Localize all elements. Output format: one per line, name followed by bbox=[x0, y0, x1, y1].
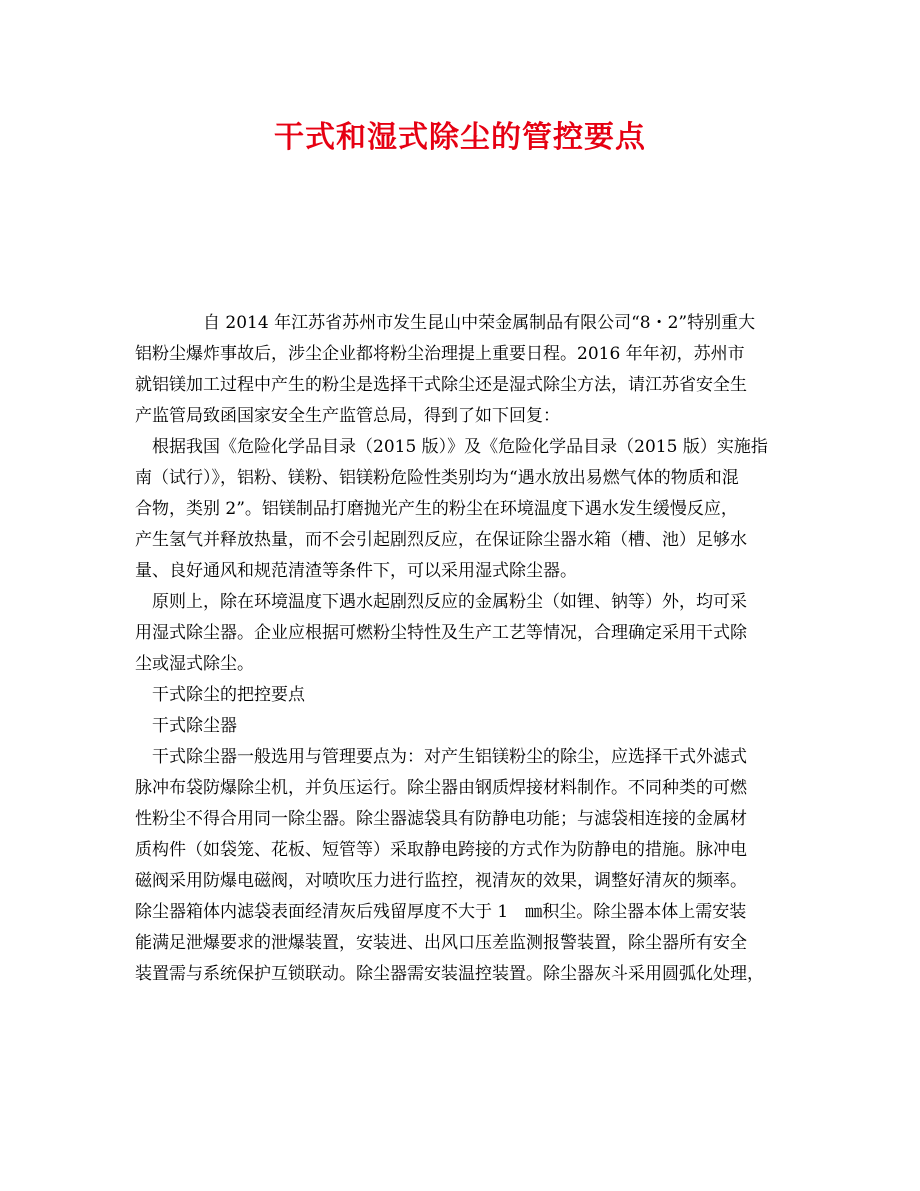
document-title: 干式和湿式除尘的管控要点 bbox=[274, 120, 646, 155]
paragraph-line: 原则上，除在环境温度下遇水起剧烈反应的金属粉尘（如锂、钠等）外，均可采 bbox=[152, 592, 747, 612]
paragraph-line: 装置需与系统保护互锁联动。除尘器需安装温控装置。除尘器灰斗采用圆弧化处理， bbox=[135, 964, 764, 984]
paragraph-line: 量、良好通风和规范清渣等条件下，可以采用湿式除尘器。 bbox=[135, 561, 577, 581]
paragraph-line: 干式除尘器一般选用与管理要点为：对产生铝镁粉尘的除尘，应选择干式外滤式 bbox=[152, 747, 747, 767]
paragraph-line: 除尘器箱体内滤袋表面经清灰后残留厚度不大于 1 ㎜积尘。除尘器本体上需安装 bbox=[135, 902, 747, 922]
paragraph-line: 产监管局致函国家安全生产监管总局，得到了如下回复： bbox=[135, 406, 560, 426]
document-body bbox=[135, 308, 795, 990]
paragraph-line: 就铝镁加工过程中产生的粉尘是选择干式除尘还是湿式除尘方法，请江苏省安全生 bbox=[135, 375, 747, 395]
paragraph-line: 脉冲布袋防爆除尘机，并负压运行。除尘器由钢质焊接材料制作。不同种类的可燃 bbox=[135, 778, 747, 798]
paragraph-line: 用湿式除尘器。企业应根据可燃粉尘特性及生产工艺等情况，合理确定采用干式除 bbox=[135, 623, 747, 643]
paragraph-line: 合物，类别 2”。铝镁制品打磨抛光产生的粉尘在环境温度下遇水发生缓慢反应， bbox=[135, 499, 738, 519]
subsection-heading: 干式除尘器 bbox=[152, 716, 237, 736]
paragraph-line: 铝粉尘爆炸事故后，涉尘企业都将粉尘治理提上重要日程。2016 年年初，苏州市 bbox=[135, 344, 745, 364]
paragraph-line: 尘或湿式除尘。 bbox=[135, 654, 254, 674]
paragraph-line: 南（试行）》，铝粉、镁粉、铝镁粉危险性类别均为“遇水放出易燃气体的物质和混 bbox=[135, 468, 739, 488]
paragraph-line: 质构件（如袋笼、花板、短管等）采取静电跨接的方式作为防静电的措施。脉冲电 bbox=[135, 840, 747, 860]
paragraph-line: 根据我国《危险化学品目录（2015 版）》及《危险化学品目录（2015 版）实施指 bbox=[152, 437, 768, 457]
paragraph-line: 产生氢气并释放热量，而不会引起剧烈反应，在保证除尘器水箱（槽、池）足够水 bbox=[135, 530, 747, 550]
paragraph-line: 能满足泄爆要求的泄爆装置，安装进、出风口压差监测报警装置，除尘器所有安全 bbox=[135, 933, 747, 953]
paragraph-line: 自 2014 年江苏省苏州市发生昆山中荣金属制品有限公司“8・2”特别重大 bbox=[203, 313, 756, 333]
paragraph-line: 磁阀采用防爆电磁阀，对喷吹压力进行监控，视清灰的效果，调整好清灰的频率。 bbox=[135, 871, 747, 891]
section-heading: 干式除尘的把控要点 bbox=[152, 685, 305, 705]
paragraph-line: 性粉尘不得合用同一除尘器。除尘器滤袋具有防静电功能；与滤袋相连接的金属材 bbox=[135, 809, 747, 829]
